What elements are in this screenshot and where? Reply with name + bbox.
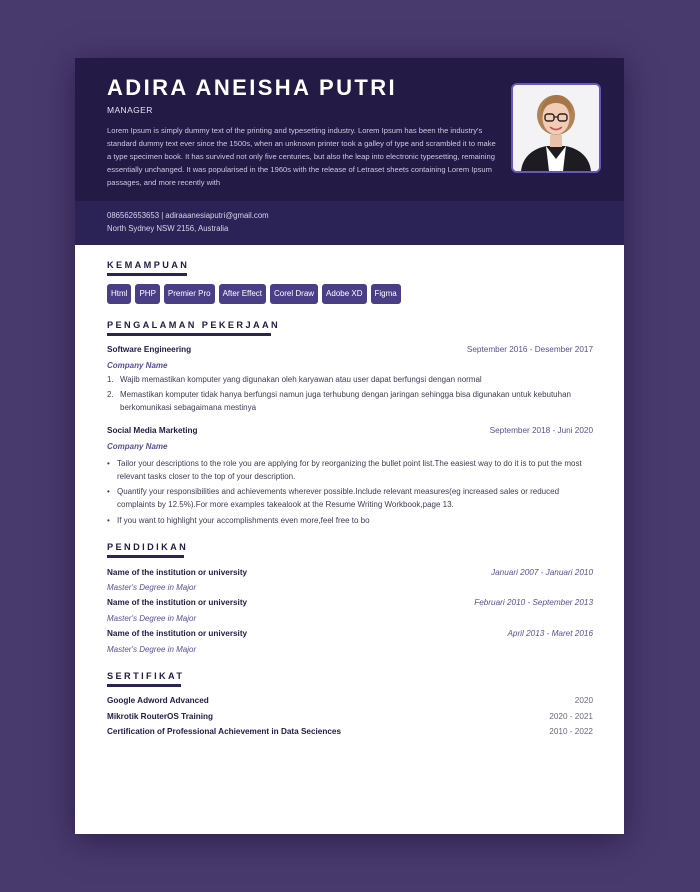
institution-name: Name of the institution or university	[107, 568, 248, 577]
education-date: Januari 2007 - Januari 2010	[491, 568, 593, 577]
job-duty-item	[107, 374, 593, 387]
job-title: Software Engineering	[107, 345, 192, 354]
profile-photo	[511, 83, 601, 173]
candidate-name: ADIRA ANEISHA PUTRI	[107, 75, 398, 100]
skill-chip: Figma	[371, 284, 401, 304]
job-duty-text: Memastikan komputer tidak hanya berfungsi namun juga terhubung dengan jaringan sehingga bisa digunakan untuk kebutuhan berkomunikasi sebagaimana mestinya	[120, 390, 571, 412]
skill-chip: Premier Pro	[164, 284, 215, 304]
portrait-image	[513, 85, 599, 171]
certificate-row	[107, 712, 593, 721]
education-header	[107, 629, 593, 638]
bullet-dot: •	[107, 516, 110, 525]
profile-summary: Lorem Ipsum is simply dummy text of the printing and typesetting industry. Lorem Ipsum has been the industry's standard dummy text ever since the 1500s, when an unknown printer took a galley of type and scrambled it to make a type specimen book. It has survived not only five centuries, but also the leap into electronic typesetting, remaining essentially unchanged. It was popularised in the 1960s with the release of Letraset sheets containing Lorem Ipsum passages, and more recently with	[107, 126, 496, 187]
certificate-name: Google Adword Advanced	[107, 696, 209, 705]
job-duty-text: If you want to highlight your accomplishments even more,feel free to bo	[117, 516, 370, 525]
education-header	[107, 598, 593, 607]
resume-page	[75, 58, 624, 834]
job-title: Social Media Marketing	[107, 426, 198, 435]
job-duty-text: Tailor your descriptions to the role you are applying for by reorganizing the bullet point list.The easiest way to do it is to put the most relevant tasks closer to the top of your description.	[117, 459, 582, 481]
degree-name: Master's Degree in Major	[107, 645, 197, 654]
job-date: September 2018 - Juni 2020	[489, 426, 593, 435]
skill-chip: PHP	[135, 284, 159, 304]
contact-phone-email[interactable]: 086562653653 | adiraaanesiaputri@gmail.com	[107, 211, 269, 220]
skill-chip: Corel Draw	[270, 284, 318, 304]
certificate-row	[107, 696, 593, 705]
education-date: Februari 2010 - September 2013	[474, 598, 593, 607]
skill-chip: Html	[107, 284, 131, 304]
skills-list	[107, 284, 401, 304]
resume-header	[75, 58, 624, 201]
list-number: 1.	[107, 375, 114, 384]
certificate-date: 2020	[574, 696, 593, 705]
skills-underline	[107, 273, 187, 276]
certificate-row	[107, 727, 593, 736]
degree-name: Master's Degree in Major	[107, 614, 197, 623]
experience-heading: PENGALAMAN PEKERJAAN	[107, 320, 281, 330]
job-header	[107, 426, 593, 435]
certificate-date: 2010 - 2022	[549, 727, 593, 736]
job-duty-item	[107, 486, 593, 511]
certificates-underline	[107, 684, 181, 687]
contact-band	[75, 201, 624, 245]
education-underline	[107, 555, 184, 558]
degree-name: Master's Degree in Major	[107, 583, 197, 592]
company-name: Company Name	[107, 442, 168, 451]
certificate-name: Certification of Professional Achievement in Data Seciences	[107, 727, 342, 736]
bullet-dot: •	[107, 487, 110, 496]
bullet-dot: •	[107, 459, 110, 468]
job-duty-item	[107, 458, 593, 483]
contact-address: North Sydney NSW 2156, Australia	[107, 224, 229, 233]
skill-chip: After Effect	[219, 284, 266, 304]
education-header	[107, 568, 593, 577]
skills-heading: KEMAMPUAN	[107, 260, 190, 270]
job-date: September 2016 - Desember 2017	[466, 345, 593, 354]
job-header	[107, 345, 593, 354]
job-duty-text: Wajib memastikan komputer yang digunakan oleh karyawan atau user dapat berfungsi dengan normal	[120, 375, 482, 384]
job-duty-text: Quantify your responsibilities and achievements wherever possible.Include relevant measures(eg increased sales or reduced complaints by 12.5%).For more examples takealook at the Resume Writing Workbook,page 13.	[117, 487, 560, 509]
list-number: 2.	[107, 390, 114, 399]
certificates-heading: SERTIFIKAT	[107, 671, 185, 681]
skill-chip: Adobe XD	[322, 284, 366, 304]
job-duty-item	[107, 389, 593, 414]
job-duty-item	[107, 515, 593, 528]
experience-underline	[107, 333, 271, 336]
education-date: April 2013 - Maret 2016	[507, 629, 593, 638]
institution-name: Name of the institution or university	[107, 598, 248, 607]
institution-name: Name of the institution or university	[107, 629, 248, 638]
company-name: Company Name	[107, 361, 168, 370]
certificate-date: 2020 - 2021	[549, 712, 593, 721]
candidate-role: MANAGER	[107, 105, 153, 115]
certificate-name: Mikrotik RouterOS Training	[107, 712, 213, 721]
education-heading: PENDIDIKAN	[107, 542, 189, 552]
